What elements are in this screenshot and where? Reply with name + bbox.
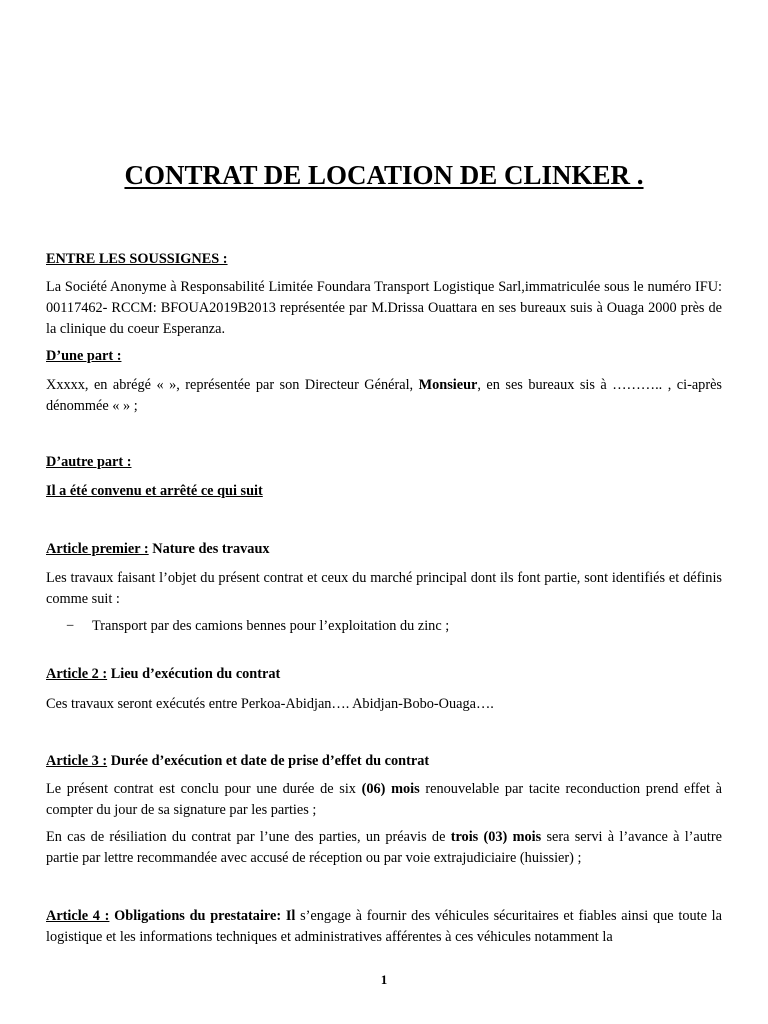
convenu-heading: Il a été convenu et arrêté ce qui suit bbox=[46, 483, 263, 499]
party-one-paragraph: La Société Anonyme à Responsabilité Limitée Foundara Transport Logistique Sarl,immatriculée sous le numéro IFU: 00117462- RCCM: BFOUA2019B2013 représentée par M.Drissa Ouattara en ses bureaux suis à Ouaga 2000 près de la clinique du coeur Esperanza. bbox=[46, 279, 722, 337]
document-title: CONTRAT DE LOCATION DE CLINKER . bbox=[124, 160, 644, 190]
article-2-heading: Article 2 : Lieu d’exécution du contrat bbox=[46, 666, 281, 682]
article-2-text: Ces travaux seront exécutés entre Perkoa-Abidjan…. Abidjan-Bobo-Ouaga…. bbox=[46, 696, 494, 712]
party-two-paragraph: Xxxxx, en abrégé « », représentée par son Directeur Général, Monsieur, en ses bureaux sis à ……….. , ci-après dénommée « » ; bbox=[46, 377, 722, 414]
article-1-text: Les travaux faisant l’objet du présent contrat et ceux du marché principal dont ils font partie, sont identifiés et définis comme suit : bbox=[46, 570, 722, 607]
dautre-part-heading: D’autre part : bbox=[46, 454, 132, 470]
article-3-paragraph-2: En cas de résiliation du contrat par l’une des parties, un préavis de trois (03) mois sera servi à l’avance à l’autre partie par lettre recommandée avec accusé de réception ou par voie extrajudiciaire (huissier) ; bbox=[46, 829, 722, 866]
article-3-heading: Article 3 : Durée d’exécution et date de prise d’effet du contrat bbox=[46, 753, 430, 769]
article-3-paragraph-1: Le présent contrat est conclu pour une durée de six (06) mois renouvelable par tacite reconduction prend effet à compter du jour de sa signature par les parties ; bbox=[46, 781, 722, 818]
section-entre: ENTRE LES SOUSSIGNES : bbox=[46, 251, 228, 267]
article-4-paragraph: Article 4 : Obligations du prestataire: Il s’engage à fournir des véhicules sécuritaires et fiables ainsi que toute la logistique et les informations techniques et administratives afférentes à ces véhicules notamment la bbox=[46, 908, 722, 945]
dune-part-heading: D’une part : bbox=[46, 348, 122, 364]
article-1-heading: Article premier : Nature des travaux bbox=[46, 541, 270, 557]
article-1-bullet: − Transport par des camions bennes pour l’exploitation du zinc ; bbox=[66, 616, 706, 637]
page-number: 1 bbox=[380, 972, 388, 987]
dash-icon: − bbox=[66, 618, 75, 634]
